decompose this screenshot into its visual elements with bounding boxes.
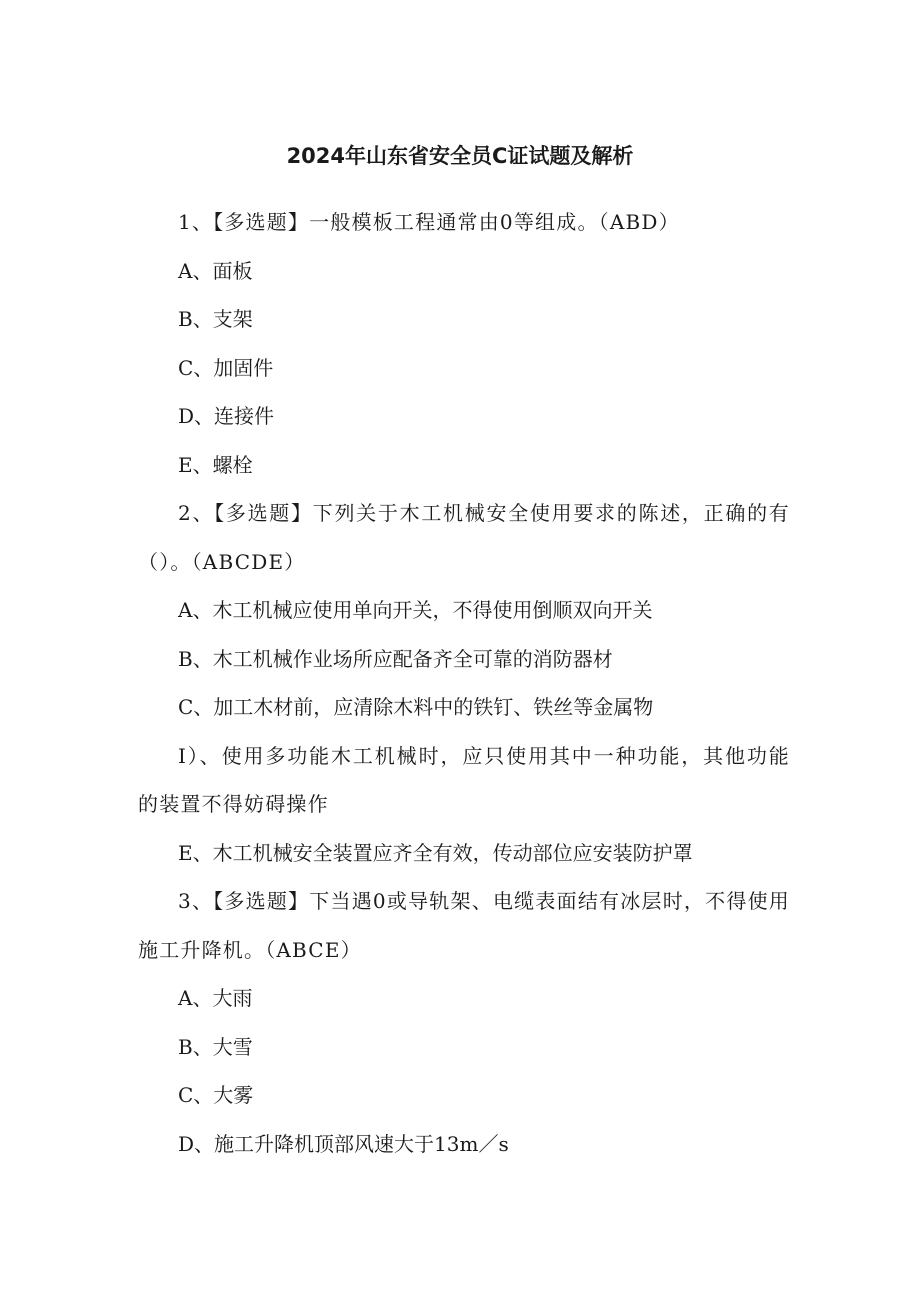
option-1c: C、加固件: [178, 355, 274, 380]
option-2c: C、加工木材前，应清除木料中的铁钉、铁丝等金属物: [178, 695, 654, 719]
question-2: 2、【多选题】下列关于木工机械安全使用要求的陈述，正确的有（）。（ABCDE）: [138, 501, 790, 574]
document-title: 2024年山东省安全员C证试题及解析: [286, 144, 634, 168]
option-3d: D、施工升降机顶部风速大于13m／s: [178, 1131, 509, 1156]
option-3b: B、大雪: [178, 1034, 253, 1059]
option-1b: B、支架: [178, 307, 253, 331]
option-1d: D、连接件: [178, 404, 275, 428]
option-2e: E、木工机械安全装置应齐全有效，传动部位应安装防护罩: [178, 840, 693, 865]
question-3: 3、【多选题】下当遇0或导轨架、电缆表面结有冰层时，不得使用施工升降机。（ABCE）: [138, 889, 790, 962]
option-2b: B、木工机械作业场所应配备齐全可靠的消防器材: [178, 646, 613, 671]
option-2a: A、木工机械应使用单向开关，不得使用倒顺双向开关: [178, 598, 653, 622]
option-1e: E、螺栓: [178, 452, 253, 477]
document-body: [138, 198, 790, 1168]
question-1: 1、【多选题】一般模板工程通常由0等组成。（ABD）: [178, 210, 680, 234]
option-2d: I）、使用多功能木工机械时，应只使用其中一种功能，其他功能的装置不得妨碍操作: [138, 743, 790, 816]
option-3c: C、大雾: [178, 1083, 254, 1107]
option-3a: A、大雨: [178, 986, 253, 1010]
option-1a: A、面板: [178, 258, 253, 283]
